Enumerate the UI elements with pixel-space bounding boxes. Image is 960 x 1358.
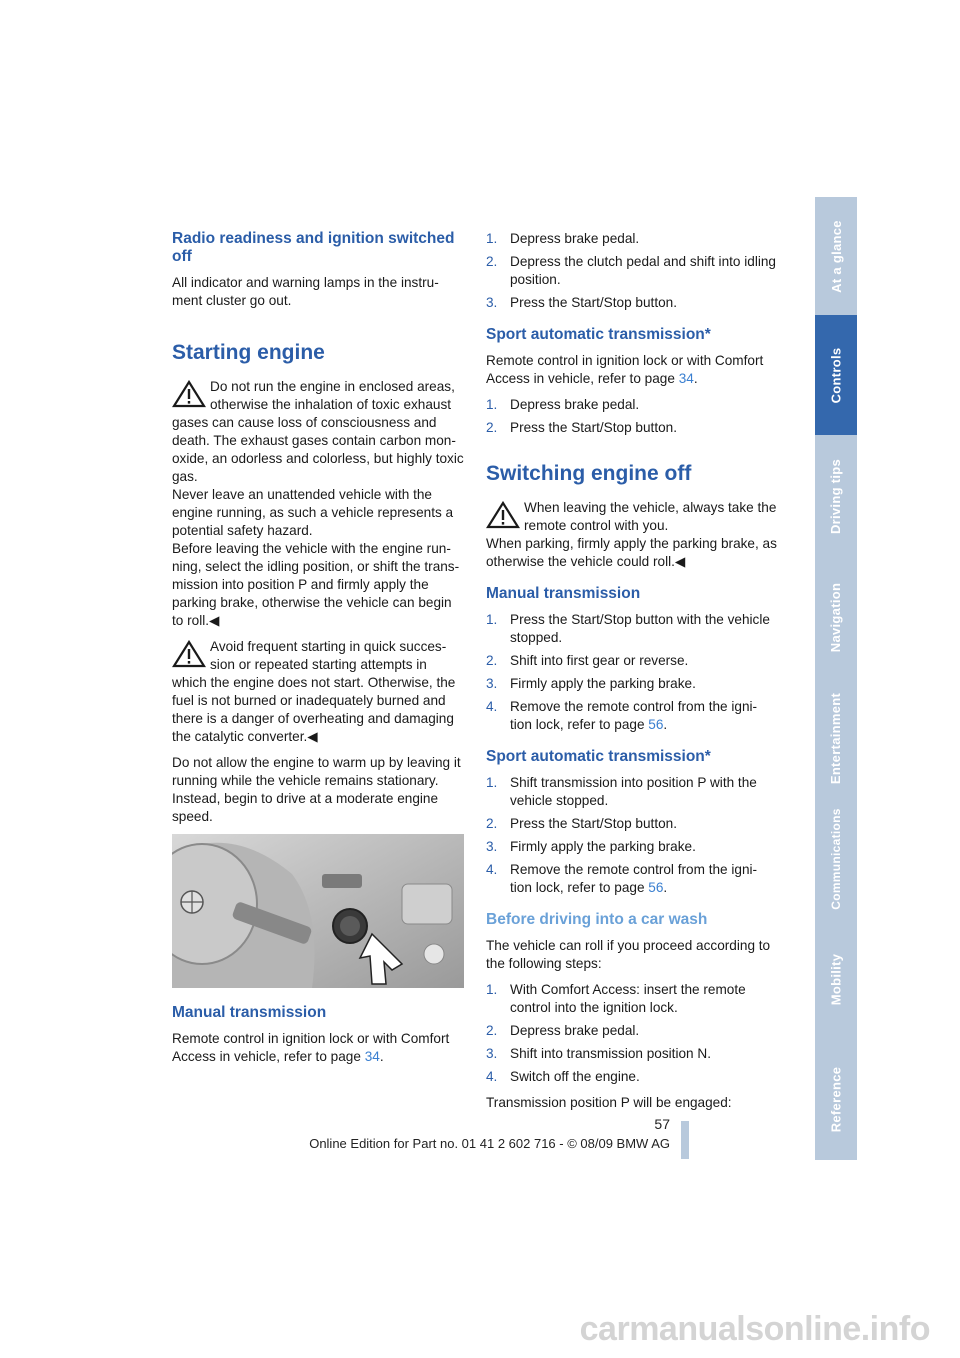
tab-label: Reference xyxy=(828,1066,844,1133)
step-text: Press the Start/Stop button with the vehicle stopped. xyxy=(510,612,770,645)
step-number: 1. xyxy=(486,397,498,412)
sport-automatic-text xyxy=(486,352,778,388)
tab-controls[interactable] xyxy=(815,315,857,437)
radio-readiness-text: All indicator and warning lamps in the instru-ment cluster go out. xyxy=(172,275,439,308)
warning-triangle-icon xyxy=(172,640,206,668)
list-item xyxy=(486,981,778,1017)
tab-label: Communications xyxy=(829,808,844,910)
list-item xyxy=(486,611,778,647)
tab-label: Entertainment xyxy=(828,692,844,784)
step-number: 3. xyxy=(486,1046,498,1061)
tab-label: Driving tips xyxy=(828,458,844,534)
tab-entertainment[interactable] xyxy=(815,677,857,801)
step-text: Firmly apply the parking brake. xyxy=(510,676,696,691)
start-manual-steps xyxy=(486,230,778,312)
list-item xyxy=(486,1068,778,1086)
step-text: Depress brake pedal. xyxy=(510,397,640,412)
step-number: 1. xyxy=(486,231,498,246)
starting-engine-heading: Starting engine xyxy=(172,341,325,364)
warmup-text: Do not allow the engine to warm up by leaving it running while the vehicle remains stationary. Instead, begin to drive at a moderate engine speed. xyxy=(172,755,461,824)
warning-frequent-starting-text: Avoid frequent starting in quick succes-sion or repeated starting attempts in which the engine does not start. Otherwise, the fuel is not burned or inadequately burned and there is a danger of overheating and damaging the catalytic converter.◀ xyxy=(172,639,456,744)
tab-label: Navigation xyxy=(828,582,844,652)
step-text: Press the Start/Stop button. xyxy=(510,295,677,310)
step-text: Shift into transmission position N. xyxy=(510,1046,711,1061)
list-item xyxy=(486,838,778,856)
tab-navigation[interactable] xyxy=(815,557,857,679)
warning-exhaust-text-3: Before leaving the vehicle with the engine run-ning, select the idling position, or shift the trans-mission into position P and firmly apply the parking brake, otherwise the vehicle can begin to roll.◀ xyxy=(172,541,460,628)
sport-automatic-text-end: . xyxy=(693,371,698,386)
step-number: 3. xyxy=(486,295,498,310)
list-item xyxy=(486,652,778,670)
tab-label: At a glance xyxy=(828,219,844,293)
step-number: 1. xyxy=(486,775,498,790)
off-manual-heading: Manual transmission xyxy=(486,585,641,602)
warning-remote-control xyxy=(486,499,778,571)
tab-label: Controls xyxy=(828,347,844,403)
footer-text: Online Edition for Part no. 01 41 2 602 716 - © 08/09 BMW AG xyxy=(309,1136,670,1151)
step-number: 3. xyxy=(486,839,498,854)
page-link-34[interactable]: 34 xyxy=(678,371,694,386)
list-item xyxy=(486,698,778,734)
car-wash-heading: Before driving into a car wash xyxy=(486,911,708,928)
page-marker-bar xyxy=(681,1121,689,1159)
warning-exhaust-text: Do not run the engine in enclosed areas, otherwise the inhalation of toxic exhaust gases can cause loss of consciousness and death. The exhaust gases contain carbon mon-oxide, an odorless and colorless, but highly toxic gas. xyxy=(172,379,464,484)
tab-at-a-glance[interactable] xyxy=(815,197,857,317)
page-link-56[interactable]: 56 xyxy=(648,717,664,732)
step-text: Firmly apply the parking brake. xyxy=(510,839,696,854)
car-wash-steps xyxy=(486,981,778,1086)
step-number: 2. xyxy=(486,816,498,831)
radio-readiness-heading: Radio readiness and ignition switched off xyxy=(172,230,455,265)
step-number: 1. xyxy=(486,612,498,627)
step-number: 2. xyxy=(486,1023,498,1038)
step-text-end: . xyxy=(663,880,668,895)
list-item xyxy=(486,774,778,810)
list-item xyxy=(486,861,778,897)
manual-transmission-text-end: . xyxy=(379,1049,384,1064)
step-text: Shift into first gear or reverse. xyxy=(510,653,689,668)
list-item xyxy=(486,815,778,833)
warning-remote-control-text: When leaving the vehicle, always take the remote control with you. xyxy=(524,500,777,533)
step-number: 4. xyxy=(486,699,498,714)
page-number: 57 xyxy=(654,1116,670,1132)
list-item xyxy=(486,1045,778,1063)
tab-label: Mobility xyxy=(828,953,844,1005)
list-item xyxy=(486,675,778,693)
step-number: 2. xyxy=(486,420,498,435)
switching-engine-off-heading: Switching engine off xyxy=(486,462,692,485)
manual-transmission-text xyxy=(172,1030,464,1066)
tab-communications[interactable] xyxy=(815,799,857,921)
step-number: 3. xyxy=(486,676,498,691)
step-text: Press the Start/Stop button. xyxy=(510,816,677,831)
list-item xyxy=(486,253,778,289)
tab-reference[interactable] xyxy=(815,1039,857,1162)
list-item xyxy=(486,396,778,414)
ignition-button-photo xyxy=(172,834,464,988)
car-wash-tail-text: Transmission position P will be engaged: xyxy=(486,1095,732,1110)
list-item xyxy=(486,419,778,437)
manual-transmission-heading: Manual transmission xyxy=(172,1004,327,1021)
step-number: 4. xyxy=(486,1069,498,1084)
manual-transmission-text-body: Remote control in ignition lock or with Comfort Access in vehicle, refer to page xyxy=(172,1031,450,1064)
off-sport-heading: Sport automatic transmission* xyxy=(486,748,711,765)
step-number: 4. xyxy=(486,862,498,877)
start-sport-steps xyxy=(486,396,778,437)
step-text: Remove the remote control from the igni-tion lock, refer to page xyxy=(510,862,758,895)
step-number: 1. xyxy=(486,982,498,997)
step-number: 2. xyxy=(486,254,498,269)
tab-driving-tips[interactable] xyxy=(815,435,857,559)
watermark: carmanualsonline.info xyxy=(579,1309,930,1348)
right-column xyxy=(486,230,778,1120)
list-item xyxy=(486,230,778,248)
warning-triangle-icon xyxy=(486,501,520,529)
step-text: With Comfort Access: insert the remote control into the ignition lock. xyxy=(510,982,746,1015)
off-sport-steps xyxy=(486,774,778,897)
page-link-34[interactable]: 34 xyxy=(364,1049,380,1064)
list-item xyxy=(486,1022,778,1040)
car-wash-text: The vehicle can roll if you proceed according to the following steps: xyxy=(486,938,771,971)
warning-exhaust-text-2: Never leave an unattended vehicle with the engine running, as such a vehicle represents a potential safety hazard. xyxy=(172,487,454,538)
warning-exhaust xyxy=(172,378,464,630)
step-text: Switch off the engine. xyxy=(510,1069,640,1084)
step-text: Depress brake pedal. xyxy=(510,1023,640,1038)
step-number: 2. xyxy=(486,653,498,668)
step-text: Press the Start/Stop button. xyxy=(510,420,677,435)
off-manual-steps xyxy=(486,611,778,734)
warning-triangle-icon xyxy=(172,380,206,408)
step-text-end: . xyxy=(663,717,668,732)
step-text: Shift transmission into position P with the vehicle stopped. xyxy=(510,775,757,808)
step-text: Remove the remote control from the igni-tion lock, refer to page xyxy=(510,699,758,732)
section-tabs xyxy=(815,197,857,1160)
tab-mobility[interactable] xyxy=(815,919,857,1041)
step-text: Depress brake pedal. xyxy=(510,231,640,246)
warning-frequent-starting xyxy=(172,638,464,746)
list-item xyxy=(486,294,778,312)
warning-parking-text: When parking, firmly apply the parking brake, as otherwise the vehicle could roll.◀ xyxy=(486,536,777,569)
sport-automatic-heading: Sport automatic transmission* xyxy=(486,326,711,343)
left-column xyxy=(172,230,464,1074)
page-link-56[interactable]: 56 xyxy=(648,880,664,895)
sport-automatic-text-body: Remote control in ignition lock or with Comfort Access in vehicle, refer to page xyxy=(486,353,764,386)
step-text: Depress the clutch pedal and shift into idling position. xyxy=(510,254,776,287)
